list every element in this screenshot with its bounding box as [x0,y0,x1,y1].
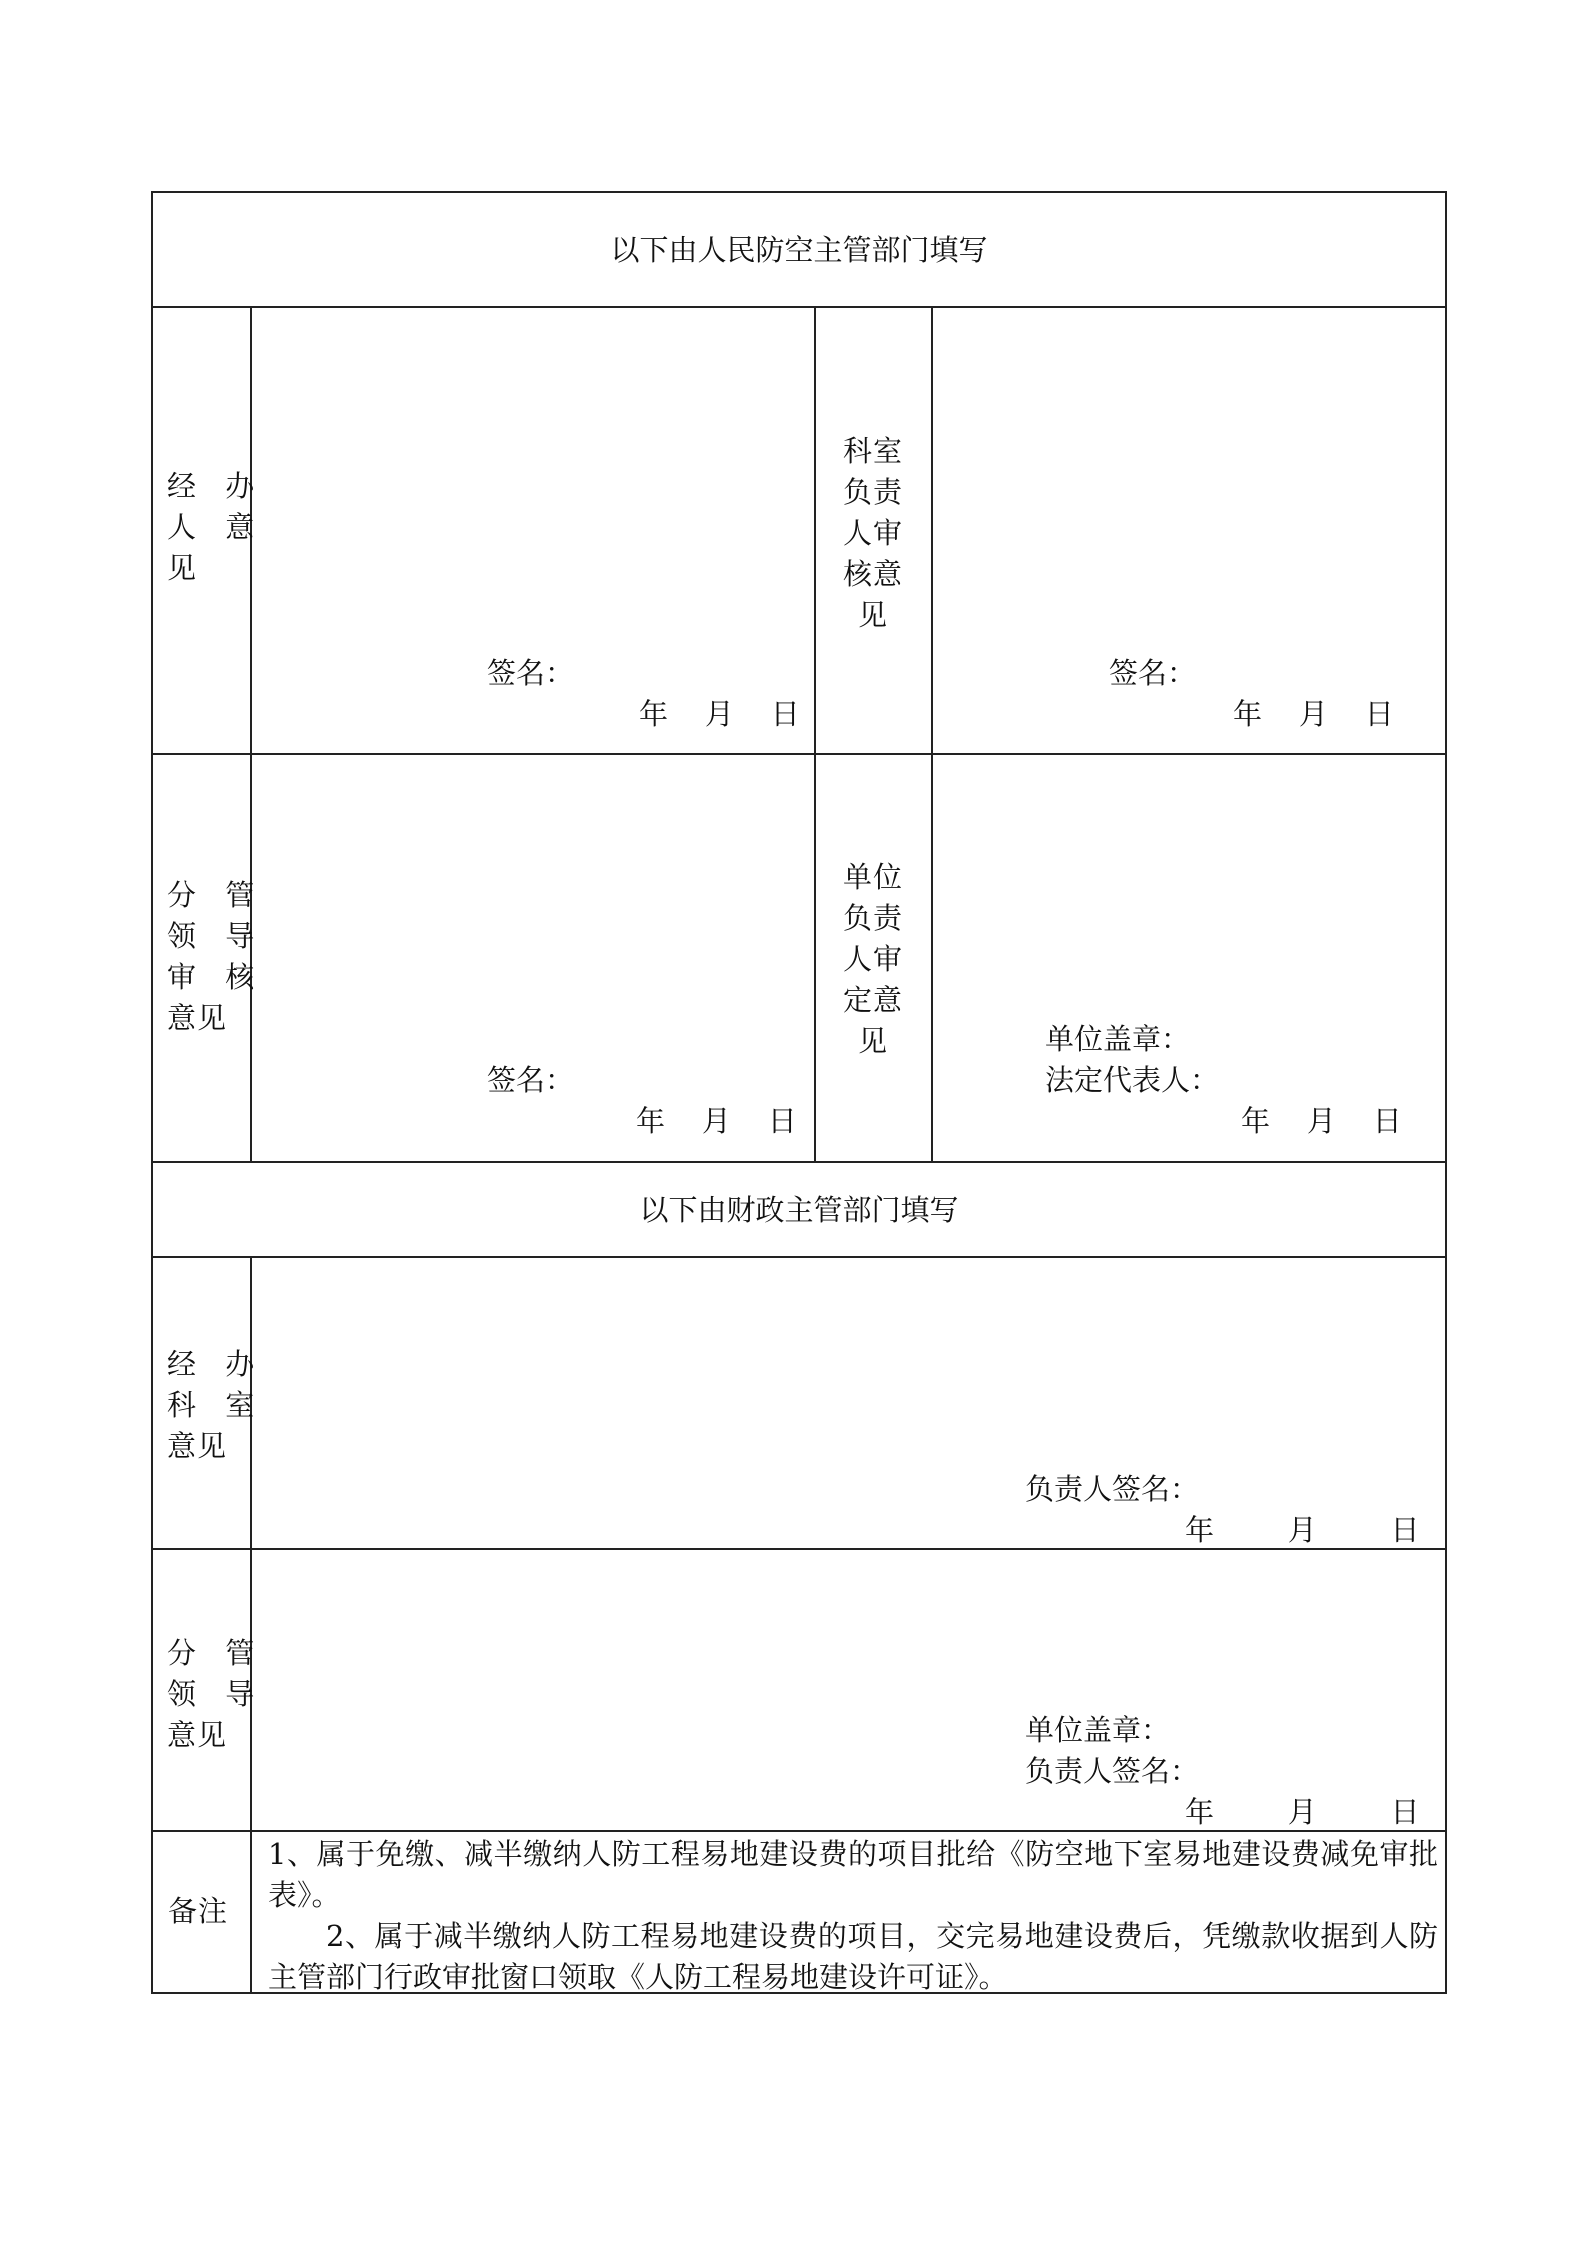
section-head-opinion-label-4: 核意 [842,557,903,591]
finance-leader-signature-label: 负责人签名： [1025,1754,1200,1788]
handler-signature-label: 签名： [487,656,575,690]
remarks-note-1: 1、属于免缴、减半缴纳人防工程易地建设费的项目批给《防空地下室易地建设费减免审批表》。 [268,1837,1438,1912]
unit-head-opinion-label-2: 负责 [842,901,903,935]
column-divider [931,306,933,1163]
finance-leader-label-1: 分 管 [167,1636,265,1670]
section-head-signature-label: 签名： [1109,656,1197,690]
remarks-note-2: 2、属于减半缴纳人防工程易地建设费的项目，交完易地建设费后，凭缴款收据到人防主管部门行政审批窗口领取《人防工程易地建设许可证》。 [268,1919,1438,1994]
leader-signature-label: 签名： [487,1063,575,1097]
remarks-label: 备注 [168,1894,229,1928]
unit-seal-label: 单位盖章： [1045,1022,1191,1056]
unit-head-date: 年 月 日 [1241,1104,1402,1138]
finance-office-signature-label: 负责人签名： [1025,1472,1200,1506]
unit-head-opinion-label-1: 单位 [842,860,903,894]
leader-review-label-4: 意见 [167,1001,228,1035]
leader-date: 年 月 日 [636,1104,797,1138]
leader-review-label-3: 审 核 [167,960,265,994]
leader-review-label-2: 领 导 [167,919,265,953]
handler-opinion-label-1: 经 办 [167,469,265,503]
finance-leader-label-3: 意见 [167,1718,228,1752]
section-head-opinion-label-5: 见 [857,598,888,632]
handler-opinion-label-3: 见 [167,551,207,585]
section-head-opinion-label-3: 人审 [842,516,903,550]
finance-office-label-3: 意见 [167,1429,228,1463]
row-divider [153,1161,1445,1163]
finance-office-date: 年 月 日 [1185,1513,1420,1547]
handler-date: 年 月 日 [639,697,800,731]
row-divider [153,753,1445,755]
section-head-date: 年 月 日 [1233,697,1394,731]
legal-representative-label: 法定代表人： [1045,1063,1220,1097]
finance-office-label-1: 经 办 [167,1347,265,1381]
column-divider [250,306,252,1163]
finance-office-label-2: 科 室 [167,1388,265,1422]
leader-review-label-1: 分 管 [167,878,265,912]
row-divider [153,306,1445,308]
unit-head-opinion-label-5: 见 [857,1024,888,1058]
finance-section-title: 以下由财政主管部门填写 [639,1193,959,1227]
finance-leader-date: 年 月 日 [1185,1795,1420,1829]
section-head-opinion-label-2: 负责 [842,475,903,509]
column-divider [814,306,816,1163]
finance-unit-seal-label: 单位盖章： [1025,1713,1171,1747]
approval-form-table [151,191,1447,1994]
unit-head-opinion-label-4: 定意 [842,983,903,1017]
civil-defense-section-title: 以下由人民防空主管部门填写 [610,233,988,267]
section-head-opinion-label-1: 科室 [842,434,903,468]
row-divider [153,1256,1445,1258]
handler-opinion-label-2: 人 意 [167,510,265,544]
unit-head-opinion-label-3: 人审 [842,942,903,976]
finance-leader-label-2: 领 导 [167,1677,265,1711]
